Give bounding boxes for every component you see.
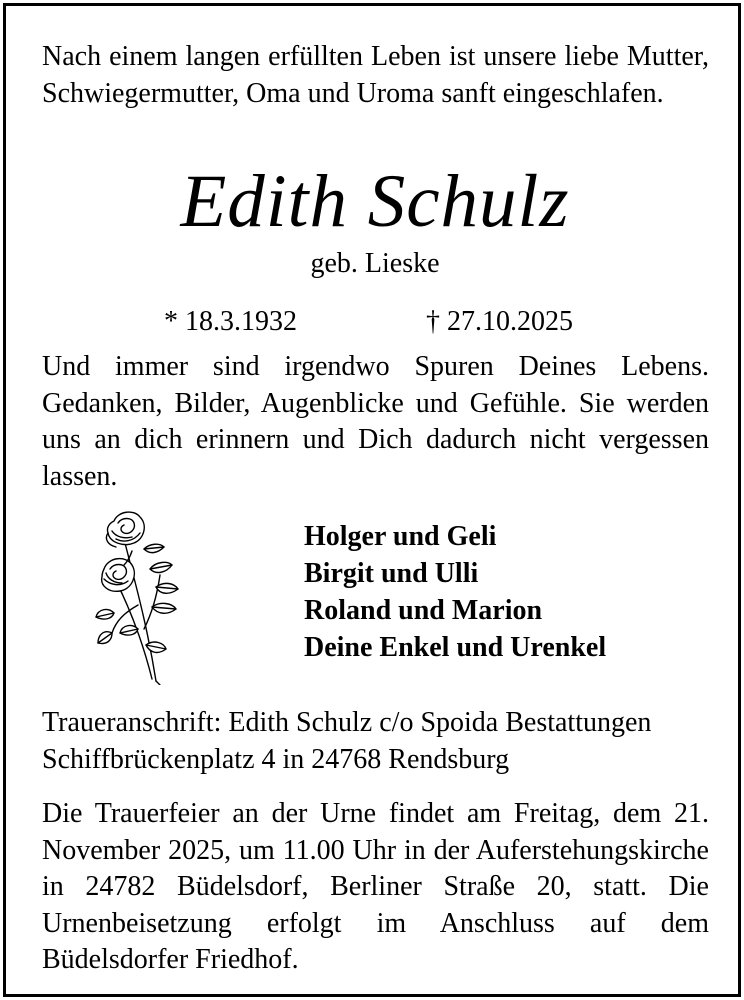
- address-line: Traueranschrift: Edith Schulz c/o Spoida Bestattungen: [42, 707, 652, 738]
- death-date: † 27.10.2025: [426, 306, 573, 337]
- birth-date: * 18.3.1932: [164, 306, 297, 337]
- mourners-list: [304, 518, 606, 666]
- obituary-frame: [3, 3, 741, 997]
- mourner-name: Birgit und Ulli: [304, 558, 479, 589]
- intro-text: Nach einem langen erfüllten Leben ist unsere liebe Mutter, Schwiegermutter, Oma und Uroma sanft eingeschlafen.: [42, 41, 709, 109]
- mourner-name: Deine Enkel und Urenkel: [304, 632, 607, 663]
- funeral-notice: Die Trauerfeier an der Urne findet am Freitag, dem 21. November 2025, um 11.00 Uhr in der Auferstehungskirche in 24782 Büdelsdorf, Berliner Straße 20, statt. Die Urnenbeisetzung erfolgt im Anschluss auf dem Büdelsdorfer Friedhof.: [42, 798, 709, 975]
- memorial-verse: Und immer sind irgendwo Spuren Deines Lebens. Gedanken, Bilder, Augenblicke und Gefühle. Sie werden uns an dich erinnern und Dich dadurch nicht vergessen lassen.: [42, 351, 709, 492]
- mourner-name: Holger und Geli: [304, 521, 497, 552]
- mourning-address: [42, 705, 709, 778]
- maiden-name: geb. Lieske: [310, 248, 440, 279]
- mourner-name: Roland und Marion: [304, 595, 543, 626]
- deceased-name: Edith Schulz: [180, 160, 570, 243]
- rose-icon: [94, 509, 184, 685]
- address-line: Schiffbrückenplatz 4 in 24768 Rendsburg: [42, 743, 510, 775]
- life-dates: [6, 304, 744, 340]
